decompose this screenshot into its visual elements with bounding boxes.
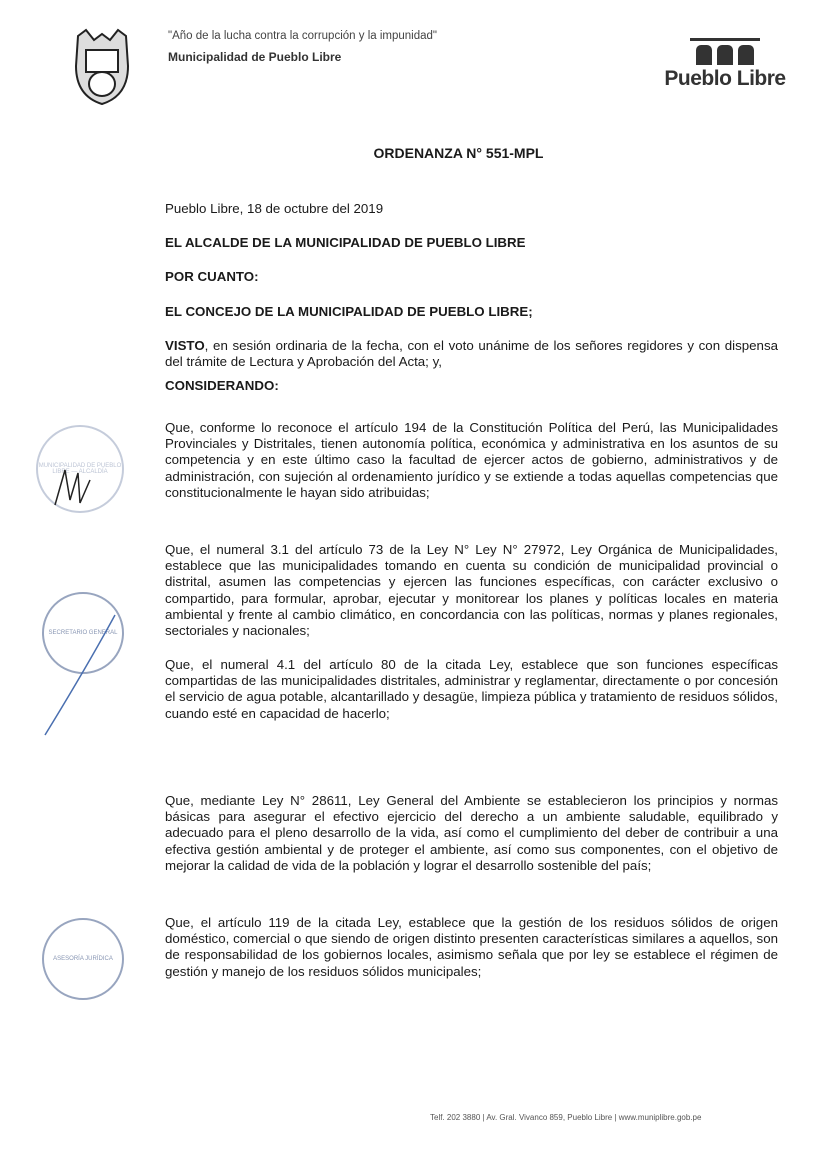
logo-name: Pueblo Libre xyxy=(664,67,786,90)
signature-stroke xyxy=(35,610,125,740)
footer-contact: Telf. 202 3880 | Av. Gral. Vivanco 859, Pueblo Libre | www.muniplibre.gob.pe xyxy=(430,1113,702,1122)
ordinance-title: ORDENANZA N° 551-MPL xyxy=(373,145,544,161)
paragraph: Que, el artículo 119 de la citada Ley, establece que la gestión de los residuos sólidos de origen doméstico, comercial o que siendo de origen distinto presenten características similares a aquellos, son de responsabilidad de los gobiernos locales, asimismo señala que por ley se establece el régimen de gestión y manejo de los residuos sólidos municipales; xyxy=(165,915,778,979)
paragraph: Que, el numeral 4.1 del artículo 80 de la citada Ley, establece que son funciones específicas compartidas de las municipalidades distritales, administrar y reglamentar, directamente o por concesión el servicio de agua potable, alcantarillado y desagüe, limpieza pública y tratamiento de residuos sólidos, cuando esté en capacidad de hacerlo; xyxy=(165,657,778,721)
stamp-text: ASESORÍA JURÍDICA xyxy=(53,956,113,962)
visto-label: VISTO xyxy=(165,338,205,353)
paragraph: Que, el numeral 3.1 del artículo 73 de la Ley N° Ley N° 27972, Ley Orgánica de Municipalidades, establece que las municipalidades tomando en cuenta su condición de municipalidad provincial o distrital, asumen las competencias y ejercen las funciones específicas, con carácter exclusivo o compartido, para formular, aprobar, ejecutar y monitorear los planes y políticas locales en materia ambiental y frente al cambio climático, en concordancia con las políticas, normas y planes regionales, sectoriales y nacionales; xyxy=(165,542,778,639)
alcalde-heading: EL ALCALDE DE LA MUNICIPALIDAD DE PUEBLO LIBRE xyxy=(165,235,526,250)
pueblo-libre-logo xyxy=(655,38,795,113)
paragraph: Que, mediante Ley N° 28611, Ley General del Ambiente se establecieron los principios y normas básicas para asegurar el efectivo ejercicio del derecho a un ambiente saludable, equilibrado y adecuado para el pleno desarrollo de la vida, así como el cumplimiento del deber de contribuir a una efectiva gestión ambiental y de proteger el ambiente, así como sus componentes, con el objetivo de mejorar la calidad de vida de la población y lograr el desarrollo sostenible del país; xyxy=(165,793,778,873)
paragraph: Que, conforme lo reconoce el artículo 194 de la Constitución Política del Perú, las Municipalidades Provinciales y Distritales, tienen autonomía política, económica y administrativa en los asuntos de su competencia y en este último caso la facultad de ejercer actos de gobierno, administrativos y de administración, con sujeción al ordenamiento jurídico y se extiende a todas aquellas competencias que constitucionalmente le hayan sido atribuidas; xyxy=(165,420,778,500)
concejo-heading: EL CONCEJO DE LA MUNICIPALIDAD DE PUEBLO LIBRE; xyxy=(165,304,533,319)
stamp-text: MUNICIPALIDAD DE PUEBLO LIBRE — ALCALDÍA xyxy=(38,463,122,475)
date-line: Pueblo Libre, 18 de octubre del 2019 xyxy=(165,201,384,216)
visto-text: , en sesión ordinaria de la fecha, con el voto unánime de los señores regidores y con dispensa del trámite de Lectura y Aprobación del Acta; y, xyxy=(165,338,778,370)
municipality-name: Municipalidad de Pueblo Libre xyxy=(168,50,342,64)
considerando-heading: CONSIDERANDO: xyxy=(165,378,279,393)
municipal-crest-logo xyxy=(68,26,136,106)
visto-paragraph xyxy=(165,338,778,370)
year-motto: "Año de la lucha contra la corrupción y la impunidad" xyxy=(168,30,437,42)
asesoria-stamp xyxy=(42,918,124,1000)
signature xyxy=(50,465,100,510)
por-cuanto-heading: POR CUANTO: xyxy=(165,269,259,284)
stamp-text: SECRETARIO GENERAL xyxy=(48,630,118,636)
